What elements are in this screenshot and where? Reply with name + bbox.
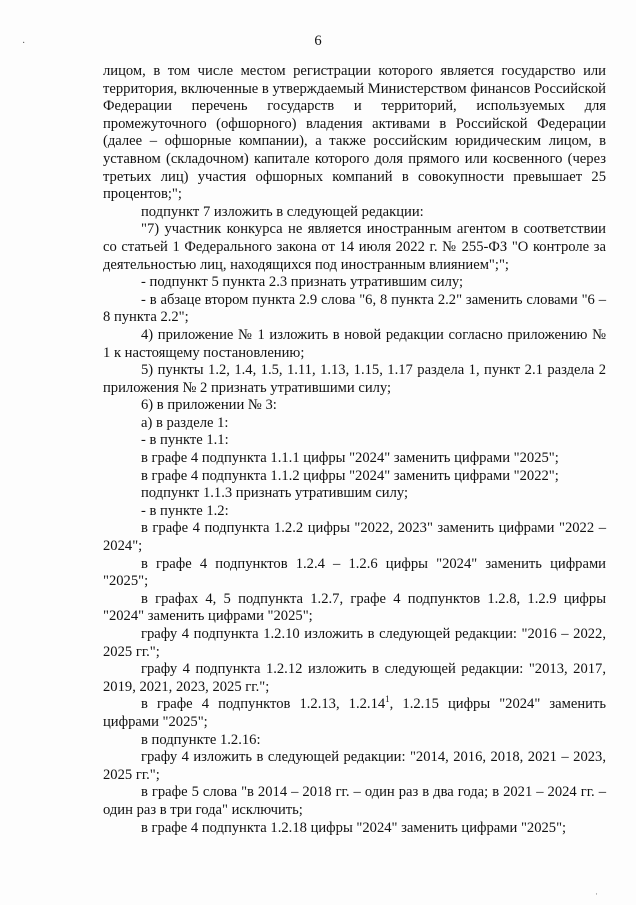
paragraph: лицом, в том числе местом регистрации которого является государство или территория, включенные в утверждаемый Министерством финансов Российской Федерации перечень государств и территорий, используемых для промежуточного (офшорного) владения активами в Российской Федерации (далее – офшорные компании), а также российским юридическим лицом, в уставном (складочном) капитале которого доля прямого или косвенного (через третьих лиц) участия офшорных компаний в совокупности превышает 25 процентов;";	[103, 63, 606, 203]
page-number: 6	[314, 33, 322, 49]
paragraph: в графе 4 подпунктов 1.2.4 – 1.2.6 цифры "2024" заменить цифрами "2025";	[103, 555, 606, 590]
document-body	[103, 63, 606, 837]
paragraph: - подпункт 5 пункта 2.3 признать утратившим силу;	[141, 274, 464, 291]
paragraph: 5) пункты 1.2, 1.4, 1.5, 1.11, 1.13, 1.15, 1.17 раздела 1, пункт 2.1 раздела 2 приложения № 2 признать утратившими силу;	[103, 362, 606, 396]
paragraph: в графе 4 подпункта 1.2.2 цифры "2022, 2023" заменить цифрами "2022 – 2024";	[103, 520, 606, 555]
paragraph	[103, 696, 606, 731]
paragraph: 4) приложение № 1 изложить в новой редакции согласно приложению № 1 к настоящему постановлению;	[103, 326, 606, 361]
paragraph: - в пункте 1.2:	[141, 502, 229, 519]
paragraph: в подпункте 1.2.16:	[141, 731, 261, 748]
paragraph: в графах 4, 5 подпункта 1.2.7, графе 4 подпунктов 1.2.8, 1.2.9 цифры "2024" заменить цифрами "2025";	[103, 590, 606, 625]
paragraph: подпункт 7 изложить в следующей редакции:	[141, 203, 424, 220]
paragraph: - в пункте 1.1:	[141, 432, 229, 449]
paragraph-text-before: в графе 4 подпунктов 1.2.13, 1.2.14	[141, 696, 386, 713]
paragraph: графу 4 подпункта 1.2.12 изложить в следующей редакции: "2013, 2017, 2019, 2021, 2023, 2025 гг.";	[103, 661, 606, 695]
paragraph: "7) участник конкурса не является иностранным агентом в соответствии со статьей 1 Федерального закона от 14 июля 2022 г. № 255-ФЗ "О контроле за деятельностью лиц, находящихся под иностранным влиянием";";	[103, 221, 606, 273]
paragraph: в графе 4 подпункта 1.2.18 цифры "2024" заменить цифрами "2025";	[141, 819, 567, 836]
superscript: 1	[385, 694, 390, 705]
paragraph: - в абзаце втором пункта 2.9 слова "6, 8 пункта 2.2" заменить словами "6 – 8 пункта 2.2";	[103, 291, 606, 326]
paragraph: в графе 4 подпункта 1.1.1 цифры "2024" заменить цифрами "2025";	[141, 450, 559, 467]
paragraph: графу 4 подпункта 1.2.10 изложить в следующей редакции: "2016 – 2022, 2025 гг.";	[103, 626, 606, 660]
paragraph: в графе 4 подпункта 1.1.2 цифры "2024" заменить цифрами "2022";	[141, 467, 559, 484]
paragraph: в графе 5 слова "в 2014 – 2018 гг. – один раз в два года; в 2021 – 2024 гг. – один раз в три года" исключить;	[103, 784, 606, 818]
margin-mark: ·	[22, 38, 26, 49]
paragraph: графу 4 изложить в следующей редакции: "2014, 2016, 2018, 2021 – 2023, 2025 гг.";	[103, 749, 606, 783]
paragraph: 6) в приложении № 3:	[141, 397, 277, 414]
scan-dot: ·	[595, 889, 598, 899]
paragraph-text-after: , 1.2.15 цифры "2024" заменить цифрами "2025";	[103, 696, 606, 730]
paragraph: а) в разделе 1:	[141, 414, 229, 431]
paragraph: подпункт 1.1.3 признать утратившим силу;	[141, 485, 409, 502]
